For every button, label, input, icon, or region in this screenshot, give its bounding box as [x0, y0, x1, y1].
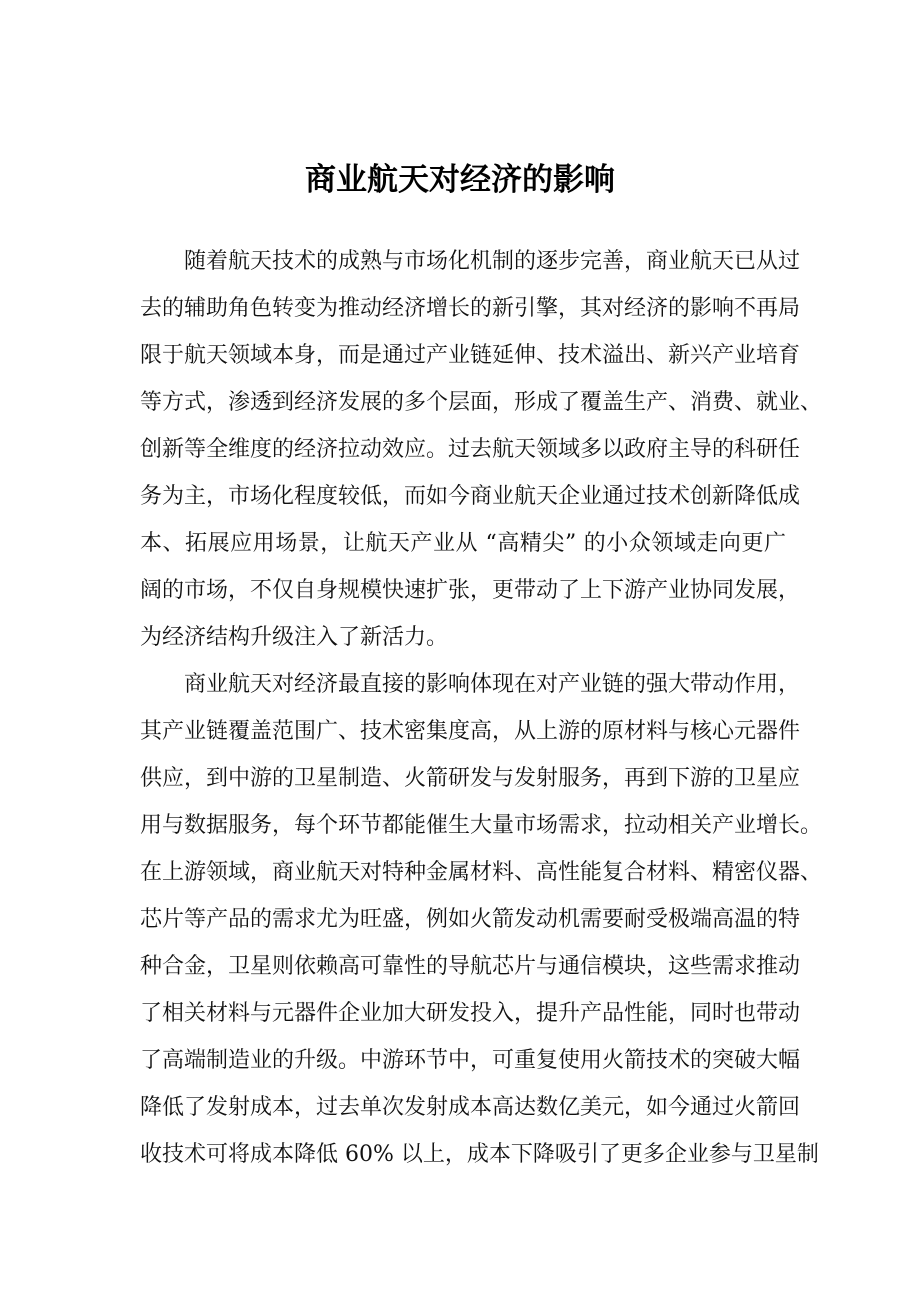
- paragraph-2-line-7: 种合金，卫星则依赖高可靠性的导航芯片与通信模块，这些需求推动: [140, 954, 801, 979]
- paragraph-1-line-4: 等方式，渗透到经济发展的多个层面，形成了覆盖生产、消费、就业、: [140, 390, 823, 415]
- paragraph-2-line-2: 其产业链覆盖范围广、技术密集度高，从上游的原材料与核心元器件: [140, 719, 801, 744]
- paragraph-2-line-1: 商业航天对经济最直接的影响体现在对产业链的强大带动作用，: [184, 672, 801, 697]
- paragraph-2-line-11: 收技术可将成本降低 60% 以上，成本下降吸引了更多企业参与卫星制: [140, 1142, 819, 1167]
- paragraph-1-line-2: 去的辅助角色转变为推动经济增长的新引擎，其对经济的影响不再局: [140, 296, 801, 321]
- paragraph-2-line-4: 用与数据服务，每个环节都能催生大量市场需求，拉动相关产业增长。: [140, 813, 823, 838]
- paragraph-1-line-6: 务为主，市场化程度较低，而如今商业航天企业通过技术创新降低成: [140, 484, 801, 509]
- paragraph-1-line-8: 阔的市场，不仅自身规模快速扩张，更带动了上下游产业协同发展，: [140, 578, 801, 603]
- paragraph-2-line-5: 在上游领域，商业航天对特种金属材料、高性能复合材料、精密仪器、: [140, 860, 823, 885]
- paragraph-1-line-5: 创新等全维度的经济拉动效应。过去航天领域多以政府主导的科研任: [140, 437, 801, 462]
- paragraph-2-line-8: 了相关材料与元器件企业加大研发投入，提升产品性能，同时也带动: [140, 1001, 801, 1026]
- paragraph-2-line-10: 降低了发射成本，过去单次发射成本高达数亿美元，如今通过火箭回: [140, 1095, 801, 1120]
- paragraph-2-line-9: 了高端制造业的升级。中游环节中，可重复使用火箭技术的突破大幅: [140, 1048, 801, 1073]
- paragraph-1-line-9: 为经济结构升级注入了新活力。: [140, 625, 449, 650]
- paragraph-2-line-6: 芯片等产品的需求尤为旺盛，例如火箭发动机需要耐受极端高温的特: [140, 907, 801, 932]
- paragraph-1-line-3: 限于航天领域本身，而是通过产业链延伸、技术溢出、新兴产业培育: [140, 343, 801, 368]
- paragraph-1-line-7: 本、拓展应用场景，让航天产业从 “高精尖” 的小众领域走向更广: [140, 531, 786, 556]
- document-body: [140, 238, 823, 1178]
- paragraph-2-line-3: 供应，到中游的卫星制造、火箭研发与发射服务，再到下游的卫星应: [140, 766, 801, 791]
- paragraph-1-line-1: 随着航天技术的成熟与市场化机制的逐步完善，商业航天已从过: [184, 249, 801, 274]
- document-title: 商业航天对经济的影响: [305, 162, 615, 198]
